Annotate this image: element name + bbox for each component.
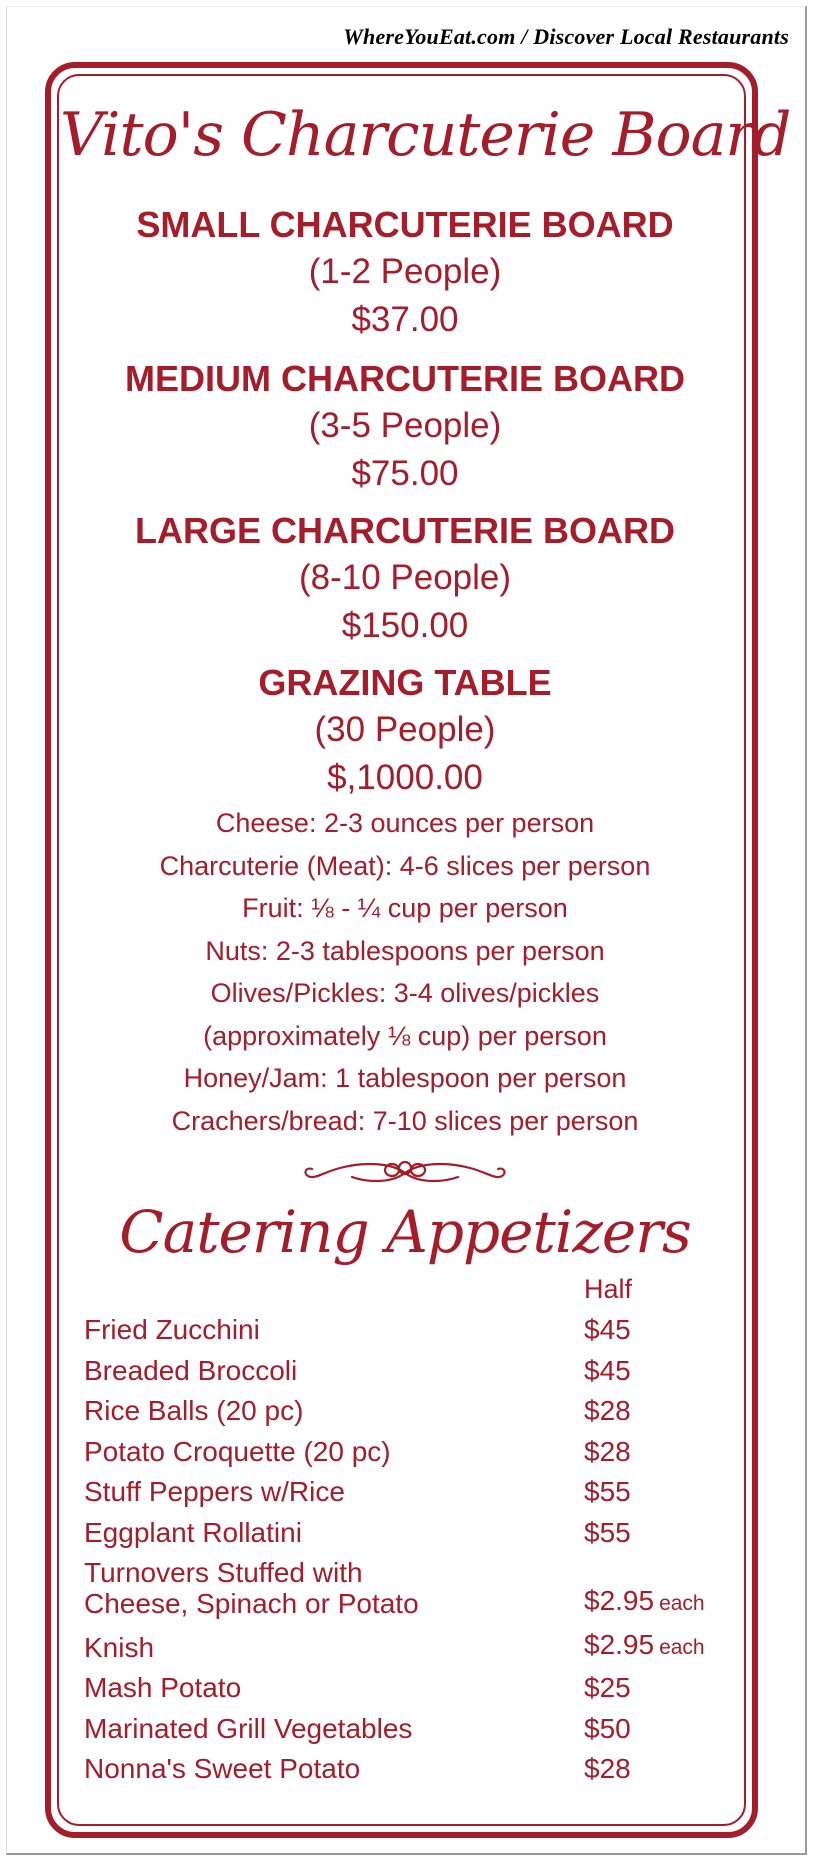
item-name: Knish [84, 1631, 155, 1663]
board-people: (3-5 People) [308, 406, 502, 445]
menu-title: Vito's Charcuterie Board [60, 100, 791, 170]
catering-item [84, 1557, 744, 1619]
catering-title: Catering Appetizers [119, 1198, 691, 1266]
price-unit: each [659, 1635, 705, 1659]
price-value: $2.95 [584, 1628, 655, 1660]
catering-item [84, 1355, 744, 1386]
item-price: $45 [584, 1354, 631, 1386]
price-unit: each [659, 1592, 705, 1615]
item-name: Eggplant Rollatini [84, 1516, 302, 1548]
guideline-item: Cheese: 2-3 ounces per person [215, 808, 595, 838]
board-grazing-table [60, 660, 750, 802]
item-name: Rice Balls (20 pc) [84, 1395, 304, 1426]
catering-item [84, 1753, 744, 1784]
board-name: LARGE CHARCUTERIE BOARD [135, 510, 675, 551]
guideline-item: Fruit: ⅛ - ¼ cup per person [242, 893, 568, 923]
item-price: $45 [584, 1314, 631, 1345]
item-price: $55 [584, 1476, 631, 1507]
board-name: MEDIUM CHARCUTERIE BOARD [125, 358, 685, 399]
board-name: GRAZING TABLE [258, 662, 552, 703]
item-name: Turnovers Stuffed with Cheese, Spinach or Potato [84, 1557, 419, 1619]
guideline-item: Charcuterie (Meat): 4-6 slices per person [159, 850, 651, 881]
board-price: $,1000.00 [327, 758, 483, 797]
item-price: $28 [584, 1395, 631, 1426]
item-name: Breaded Broccoli [84, 1354, 298, 1386]
site-header[interactable]: WhereYouEat.com / Discover Local Restaurants [343, 24, 789, 49]
guideline-item: Nuts: 2-3 tablespoons per person [205, 935, 605, 966]
half-column-header: Half [584, 1274, 633, 1304]
item-name: Fried Zucchini [84, 1314, 260, 1345]
price-value: $2.95 [584, 1585, 655, 1616]
guideline-item: Crachers/bread: 7-10 slices per person [171, 1105, 639, 1136]
item-price: $55 [584, 1516, 631, 1548]
item-name: Marinated Grill Vegetables [84, 1712, 413, 1744]
board-medium [60, 356, 750, 498]
board-large [60, 508, 750, 650]
board-people: (8-10 People) [298, 558, 512, 597]
catering-item [84, 1476, 744, 1507]
guideline-item: Olives/Pickles: 3-4 olives/pickles [210, 978, 600, 1008]
item-name: Nonna's Sweet Potato [84, 1753, 361, 1784]
guideline-item: (approximately ⅛ cup) per person [203, 1020, 607, 1051]
catering-item [84, 1672, 744, 1703]
catering-item [84, 1395, 744, 1426]
catering-item [84, 1314, 744, 1345]
item-price [584, 1629, 705, 1663]
board-price: $150.00 [341, 606, 469, 645]
board-price: $37.00 [351, 300, 459, 339]
board-name: SMALL CHARCUTERIE BOARD [136, 204, 674, 245]
catering-item [84, 1713, 744, 1744]
board-price: $75.00 [351, 454, 459, 493]
catering-item [84, 1629, 744, 1663]
item-price: $50 [584, 1712, 631, 1744]
guideline-item: Honey/Jam: 1 tablespoon per person [183, 1063, 627, 1093]
board-small [60, 202, 750, 344]
catering-item [84, 1436, 744, 1467]
board-people: (1-2 People) [308, 252, 502, 291]
scroll-ornament-icon [300, 1158, 510, 1188]
catering-item-list [84, 1314, 744, 1794]
item-price [584, 1585, 705, 1619]
board-people: (30 People) [314, 710, 496, 749]
item-name: Potato Croquette (20 pc) [84, 1435, 391, 1467]
item-name: Mash Potato [84, 1672, 242, 1703]
item-name: Stuff Peppers w/Rice [84, 1476, 345, 1507]
catering-item [84, 1517, 744, 1548]
item-price: $28 [584, 1753, 631, 1784]
item-price: $25 [584, 1672, 631, 1703]
portion-guidelines [60, 802, 750, 1142]
item-price: $28 [584, 1435, 631, 1467]
